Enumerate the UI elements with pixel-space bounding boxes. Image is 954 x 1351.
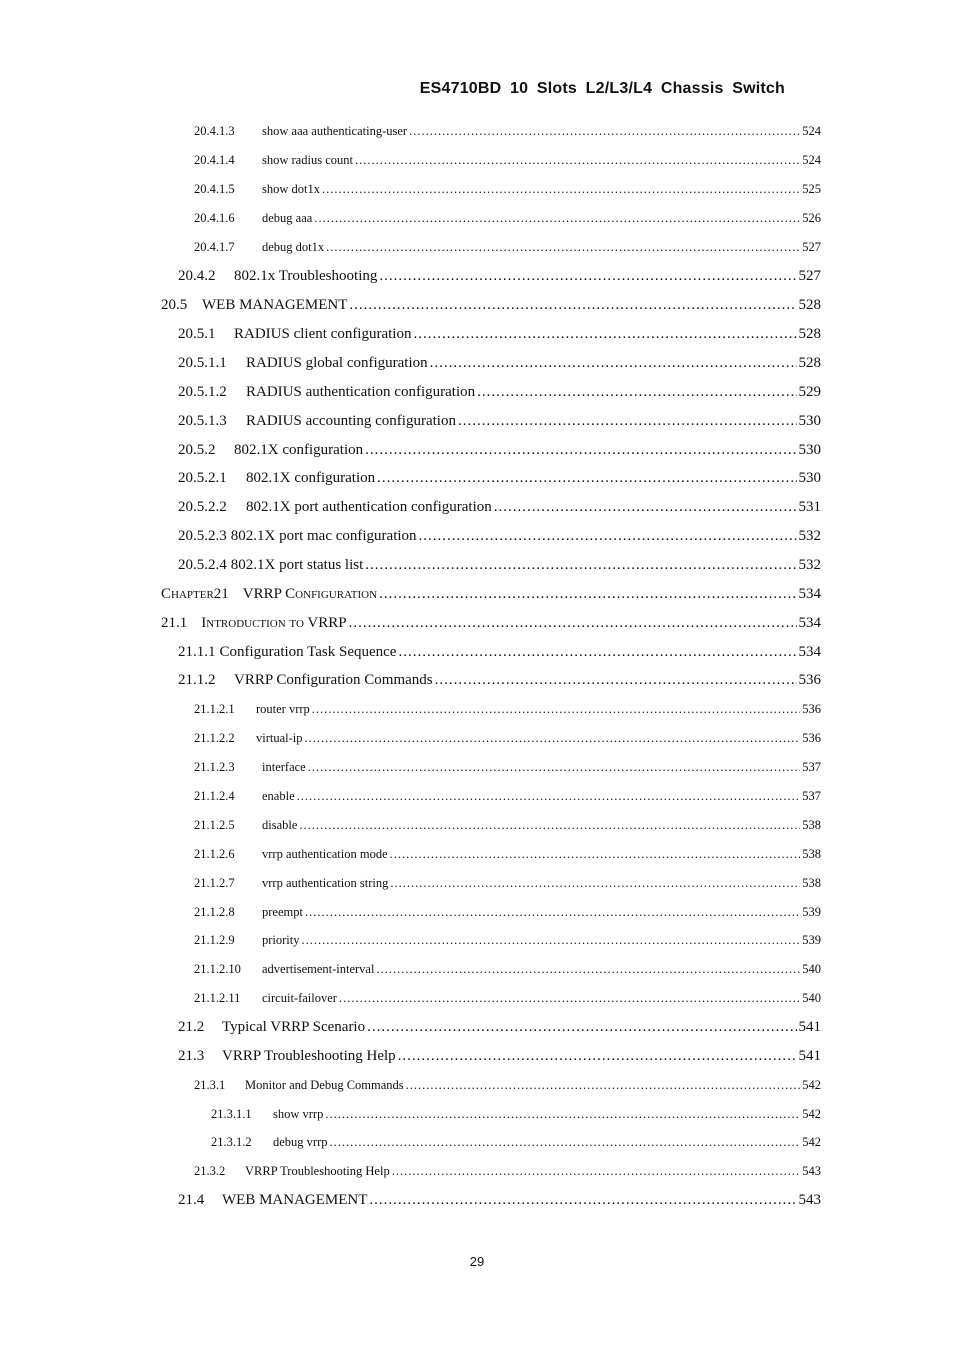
toc-entry-title: Configuration Task Sequence xyxy=(219,644,397,660)
toc-entry-title: vrrp authentication string xyxy=(262,876,389,890)
toc-entry-number: 20.5.1.3 xyxy=(178,413,227,429)
toc-entry-title: advertisement-interval xyxy=(262,962,375,976)
toc-entry-leader-dots xyxy=(494,499,797,516)
toc-entry-number: 21.1.2.8 xyxy=(194,905,235,919)
toc-entry[interactable] xyxy=(178,384,821,404)
toc-entry-page: 536 xyxy=(798,672,821,688)
toc-entry[interactable] xyxy=(194,1164,821,1184)
toc-entry-number: 20.5.2.1 xyxy=(178,470,227,486)
toc-entry-title: debug vrrp xyxy=(273,1135,328,1149)
toc-entry[interactable] xyxy=(161,615,821,635)
toc-entry-number: 21.3 xyxy=(178,1048,205,1064)
toc-entry[interactable] xyxy=(161,586,821,606)
toc-entry-page: 538 xyxy=(802,876,821,890)
toc-entry-page: 531 xyxy=(798,499,821,515)
toc-entry[interactable] xyxy=(194,789,821,809)
toc-entry-title: enable xyxy=(262,789,295,803)
toc-entry[interactable] xyxy=(178,268,821,288)
toc-entry[interactable] xyxy=(178,557,821,577)
toc-entry-page: 537 xyxy=(802,789,821,803)
toc-entry-title: Introduction to VRRP xyxy=(201,615,347,631)
toc-entry[interactable] xyxy=(194,933,821,953)
toc-entry-leader-dots xyxy=(365,557,796,574)
toc-entry-page: 540 xyxy=(802,962,821,976)
toc-entry-leader-dots xyxy=(390,876,800,891)
toc-entry-page: 538 xyxy=(802,847,821,861)
toc-entry[interactable] xyxy=(161,297,821,317)
toc-entry-leader-dots xyxy=(477,384,796,401)
toc-entry[interactable] xyxy=(194,211,821,231)
toc-entry-leader-dots xyxy=(419,528,797,545)
toc-entry-leader-dots xyxy=(398,644,796,661)
toc-entry[interactable] xyxy=(194,124,821,144)
toc-entry-number: 20.5.1 xyxy=(178,326,216,342)
toc-entry-leader-dots xyxy=(430,355,797,372)
toc-entry-leader-dots xyxy=(379,268,796,285)
toc-entry[interactable] xyxy=(178,1192,821,1212)
toc-entry-title: 802.1X configuration xyxy=(246,470,376,486)
toc-entry-page: 542 xyxy=(802,1135,821,1149)
toc-entry-number: 21.3.1.1 xyxy=(211,1107,252,1121)
toc-entry-page: 528 xyxy=(798,326,821,342)
toc-entry-title: debug dot1x xyxy=(262,240,325,254)
toc-entry-leader-dots xyxy=(376,962,800,977)
toc-entry-page: 527 xyxy=(798,268,821,284)
toc-entry-number: 20.5 xyxy=(161,297,188,313)
toc-entry-title: circuit-failover xyxy=(262,991,337,1005)
page-header-title: ES4710BD 10 Slots L2/L3/L4 Chassis Switch xyxy=(419,80,785,97)
toc-entry-leader-dots xyxy=(297,789,801,804)
toc-entry-leader-dots xyxy=(390,847,801,862)
toc-entry-number: 21.1 xyxy=(161,615,188,631)
toc-entry-title: 802.1X port mac configuration xyxy=(230,528,417,544)
toc-entry-page: 539 xyxy=(802,905,821,919)
toc-entry-title: RADIUS global configuration xyxy=(246,355,428,371)
toc-entry-title: Typical VRRP Scenario xyxy=(222,1019,366,1035)
toc-entry-page: 534 xyxy=(798,644,821,660)
toc-entry[interactable] xyxy=(178,355,821,375)
toc-entry[interactable] xyxy=(178,326,821,346)
toc-entry-page: 530 xyxy=(798,442,821,458)
toc-entry-leader-dots xyxy=(377,470,796,487)
toc-entry-leader-dots xyxy=(406,1078,801,1093)
toc-entry-number: Chapter21 xyxy=(161,586,229,602)
toc-entry-leader-dots xyxy=(302,933,801,948)
toc-entry-leader-dots xyxy=(409,124,800,139)
toc-entry-page: 538 xyxy=(802,818,821,832)
toc-entry-number: 20.5.2.3 xyxy=(178,528,227,544)
toc-entry[interactable] xyxy=(194,818,821,838)
toc-entry[interactable] xyxy=(211,1107,821,1127)
toc-entry-leader-dots xyxy=(355,153,800,168)
toc-entry-leader-dots xyxy=(413,326,796,343)
toc-entry-page: 539 xyxy=(802,933,821,947)
toc-entry-title: vrrp authentication mode xyxy=(262,847,388,861)
toc-entry-leader-dots xyxy=(367,1019,796,1036)
toc-entry[interactable] xyxy=(194,153,821,173)
toc-entry-leader-dots xyxy=(305,905,800,920)
toc-entry[interactable] xyxy=(178,499,821,519)
toc-entry-page: 527 xyxy=(802,240,821,254)
toc-entry-number: 21.3.2 xyxy=(194,1164,226,1178)
toc-entry-number: 21.1.2.11 xyxy=(194,991,241,1005)
toc-entry-page: 534 xyxy=(798,586,821,602)
toc-entry[interactable] xyxy=(194,847,821,867)
toc-entry-number: 21.1.2 xyxy=(178,672,216,688)
toc-entry-page: 542 xyxy=(802,1107,821,1121)
toc-entry-page: 529 xyxy=(798,384,821,400)
toc-entry[interactable] xyxy=(178,1019,821,1039)
toc-entry-title: WEB MANAGEMENT xyxy=(222,1192,368,1208)
toc-entry-leader-dots xyxy=(308,760,801,775)
toc-entry-leader-dots xyxy=(458,413,797,430)
toc-entry[interactable] xyxy=(194,905,821,925)
toc-entry-title: 802.1X port status list xyxy=(230,557,364,573)
toc-entry-title: VRRP Troubleshooting Help xyxy=(222,1048,396,1064)
toc-entry-page: 530 xyxy=(798,413,821,429)
toc-entry-page: 526 xyxy=(802,211,821,225)
toc-entry[interactable] xyxy=(194,876,821,896)
toc-entry-number: 20.5.2 xyxy=(178,442,216,458)
toc-entry-title: Monitor and Debug Commands xyxy=(245,1078,404,1092)
toc-entry-number: 20.4.2 xyxy=(178,268,216,284)
toc-entry[interactable] xyxy=(194,240,821,260)
toc-entry-page: 528 xyxy=(798,355,821,371)
toc-entry-page: 543 xyxy=(798,1192,821,1208)
toc-entry-number: 20.4.1.7 xyxy=(194,240,235,254)
toc-entry-page: 540 xyxy=(802,991,821,1005)
toc-entry[interactable] xyxy=(194,1078,821,1098)
toc-entry-page: 524 xyxy=(802,124,821,138)
toc-entry-number: 21.3.1 xyxy=(194,1078,226,1092)
toc-entry[interactable] xyxy=(194,731,821,751)
toc-entry-title: RADIUS accounting configuration xyxy=(246,413,456,429)
toc-entry-number: 20.5.1.1 xyxy=(178,355,227,371)
toc-entry-title: 802.1x Troubleshooting xyxy=(234,268,378,284)
toc-entry-page: 536 xyxy=(802,702,821,716)
toc-entry[interactable] xyxy=(178,470,821,490)
toc-entry-title: WEB MANAGEMENT xyxy=(202,297,348,313)
toc-entry[interactable] xyxy=(178,644,821,664)
toc-entry-leader-dots xyxy=(314,211,800,226)
toc-entry-title: debug aaa xyxy=(262,211,313,225)
toc-entry-title: 802.1X configuration xyxy=(234,442,364,458)
toc-entry[interactable] xyxy=(178,528,821,548)
page-number: 29 xyxy=(469,1254,485,1269)
toc-entry-page: 525 xyxy=(802,182,821,196)
toc-entry-leader-dots xyxy=(349,297,796,314)
toc-entry-number: 20.5.2.4 xyxy=(178,557,227,573)
toc-entry-number: 20.5.2.2 xyxy=(178,499,227,515)
toc-entry-number: 21.1.2.1 xyxy=(194,702,235,716)
toc-entry-number: 21.1.2.9 xyxy=(194,933,235,947)
toc-entry-title: RADIUS client configuration xyxy=(234,326,412,342)
toc-entry-page: 532 xyxy=(798,528,821,544)
toc-entry-number: 21.1.2.10 xyxy=(194,962,241,976)
toc-entry-page: 530 xyxy=(798,470,821,486)
toc-entry-number: 21.1.1 xyxy=(178,644,216,660)
toc-entry-leader-dots xyxy=(365,442,796,459)
toc-entry-title: show vrrp xyxy=(273,1107,324,1121)
toc-entry-page: 541 xyxy=(798,1019,821,1035)
toc-entry-leader-dots xyxy=(349,615,797,632)
toc-entry-page: 542 xyxy=(802,1078,821,1092)
toc-entry-title: preempt xyxy=(262,905,303,919)
toc-entry-page: 543 xyxy=(802,1164,821,1178)
toc-entry-leader-dots xyxy=(326,240,800,255)
toc-entry-leader-dots xyxy=(435,672,797,689)
toc-entry-title: interface xyxy=(262,760,306,774)
toc-entry-number: 20.4.1.3 xyxy=(194,124,235,138)
toc-entry[interactable] xyxy=(211,1135,821,1155)
toc-entry-title: disable xyxy=(262,818,298,832)
toc-entry-leader-dots xyxy=(305,731,801,746)
toc-entry-title: show aaa authenticating-user xyxy=(262,124,408,138)
toc-entry-number: 21.1.2.6 xyxy=(194,847,235,861)
toc-entry-page: 541 xyxy=(798,1048,821,1064)
toc-entry[interactable] xyxy=(194,991,821,1011)
toc-entry-title: show dot1x xyxy=(262,182,320,196)
toc-entry-title: show radius count xyxy=(262,153,353,167)
toc-entry[interactable] xyxy=(194,182,821,202)
toc-entry[interactable] xyxy=(194,760,821,780)
toc-entry-number: 21.1.2.7 xyxy=(194,876,235,890)
toc-entry[interactable] xyxy=(178,1048,821,1068)
toc-entry-page: 524 xyxy=(802,153,821,167)
toc-entry-number: 20.4.1.6 xyxy=(194,211,235,225)
toc-entry-page: 532 xyxy=(798,557,821,573)
toc-entry-title: priority xyxy=(262,933,300,947)
toc-entry-number: 21.3.1.2 xyxy=(211,1135,252,1149)
toc-entry-number: 20.4.1.5 xyxy=(194,182,235,196)
toc-entry-leader-dots xyxy=(312,702,800,717)
toc-entry-title: VRRP Troubleshooting Help xyxy=(245,1164,390,1178)
toc-entry-leader-dots xyxy=(398,1048,797,1065)
toc-entry-page: 537 xyxy=(802,760,821,774)
toc-entry-title: virtual-ip xyxy=(256,731,303,745)
toc-entry-leader-dots xyxy=(330,1135,801,1150)
toc-entry-number: 21.1.2.5 xyxy=(194,818,235,832)
toc-entry-number: 20.5.1.2 xyxy=(178,384,227,400)
toc-entry-number: 21.1.2.4 xyxy=(194,789,235,803)
toc-entry[interactable] xyxy=(178,442,821,462)
toc-entry-leader-dots xyxy=(339,991,800,1006)
toc-entry-leader-dots xyxy=(392,1164,801,1179)
toc-entry-page: 536 xyxy=(802,731,821,745)
toc-entry-leader-dots xyxy=(379,586,796,603)
toc-entry-number: 21.1.2.2 xyxy=(194,731,235,745)
toc-entry[interactable] xyxy=(178,672,821,692)
toc-entry[interactable] xyxy=(194,702,821,722)
toc-entry-title: RADIUS authentication configuration xyxy=(246,384,476,400)
toc-entry-title: VRRP Configuration xyxy=(242,586,378,602)
toc-entry-leader-dots xyxy=(369,1192,796,1209)
toc-entry-leader-dots xyxy=(325,1107,800,1122)
toc-entry-page: 528 xyxy=(798,297,821,313)
toc-entry[interactable] xyxy=(178,413,821,433)
toc-entry-leader-dots xyxy=(322,182,800,197)
toc-entry-number: 21.4 xyxy=(178,1192,205,1208)
toc-entry-title: VRRP Configuration Commands xyxy=(234,672,433,688)
toc-entry-number: 21.2 xyxy=(178,1019,205,1035)
toc-entry-leader-dots xyxy=(299,818,800,833)
toc-entry-number: 21.1.2.3 xyxy=(194,760,235,774)
toc-entry-title: 802.1X port authentication configuration xyxy=(246,499,492,515)
toc-entry-page: 534 xyxy=(798,615,821,631)
toc-entry-title: router vrrp xyxy=(256,702,310,716)
toc-entry-number: 20.4.1.4 xyxy=(194,153,235,167)
toc-entry[interactable] xyxy=(194,962,821,982)
